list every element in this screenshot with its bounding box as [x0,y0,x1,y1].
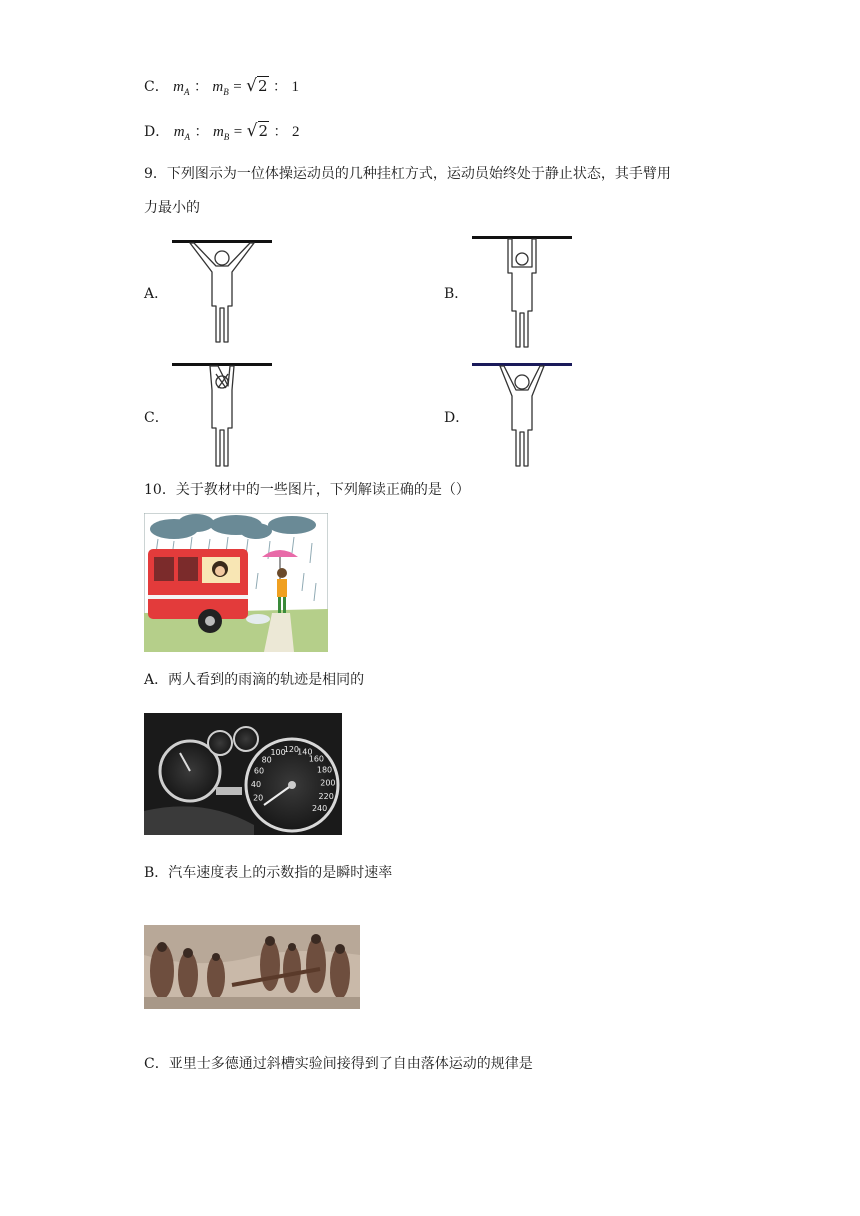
option-c-prev [144,76,299,97]
equals-sign: = [233,79,242,95]
option-c-text: C．亚里士多德通过斜槽实验间接得到了自由落体运动的规律是 [144,1056,533,1072]
option-d-label: D． [444,410,470,426]
speedo-tick-label: 240 [311,804,328,814]
ratio-colon: ： [194,124,209,140]
speedo-tick-label: 140 [297,747,313,757]
speedometer-photo [144,713,342,835]
gymnast-figure-d [470,360,574,470]
question-9-stem-line2: 力最小的 [144,200,200,216]
speedo-tick-label: 160 [308,754,325,764]
option-label: D． [144,124,170,140]
rain-bus-illustration [144,513,328,652]
speedo-tick-label: 80 [261,755,272,765]
option-label: C． [144,79,169,95]
ratio-colon: ： [272,79,287,95]
speedo-tick-label: 60 [253,766,265,776]
gymnast-figure-c [170,360,274,470]
option-a-label: A． [144,286,169,302]
ratio-value: 1 [291,79,299,95]
gymnast-figure-b [470,233,574,351]
option-a-text: A．两人看到的雨滴的轨迹是相同的 [144,672,365,688]
mass-b: $m_B$ [212,124,230,142]
ratio-value: 2 [291,124,300,140]
speedo-tick-label: 100 [270,747,286,757]
question-9-stem-line1: 9．下列图示为一位体操运动员的几种挂杠方式，运动员始终处于静止状态，其手臂用 [144,166,671,182]
mass-b: $m_B$ [212,79,229,97]
option-d-prev [144,121,299,142]
option-b-label: B． [444,286,469,302]
speedo-tick-label: 20 [253,793,264,803]
speedo-tick-label: 120 [283,745,300,754]
speedo-tick-label: 220 [318,792,334,802]
sqrt-expression: √2 [246,121,269,141]
option-b-text: B．汽车速度表上的示数指的是瞬时速率 [144,865,393,881]
mass-a: $m_A$ [173,79,190,97]
option-c-label: C． [144,410,169,426]
ratio-colon: ： [273,124,288,140]
speedo-tick-label: 200 [320,778,336,788]
mass-a: $m_A$ [173,124,191,142]
galileo-painting-photo [144,925,360,1009]
question-10-stem: 10．关于教材中的一些图片，下列解读正确的是（） [144,482,470,498]
equals-sign: = [233,124,243,140]
sqrt-expression: √2 [246,76,268,96]
speedo-tick-label: 180 [316,765,333,775]
gymnast-figure-a [170,236,274,346]
speedo-tick-label: 40 [250,779,262,789]
ratio-colon: ： [193,79,208,95]
